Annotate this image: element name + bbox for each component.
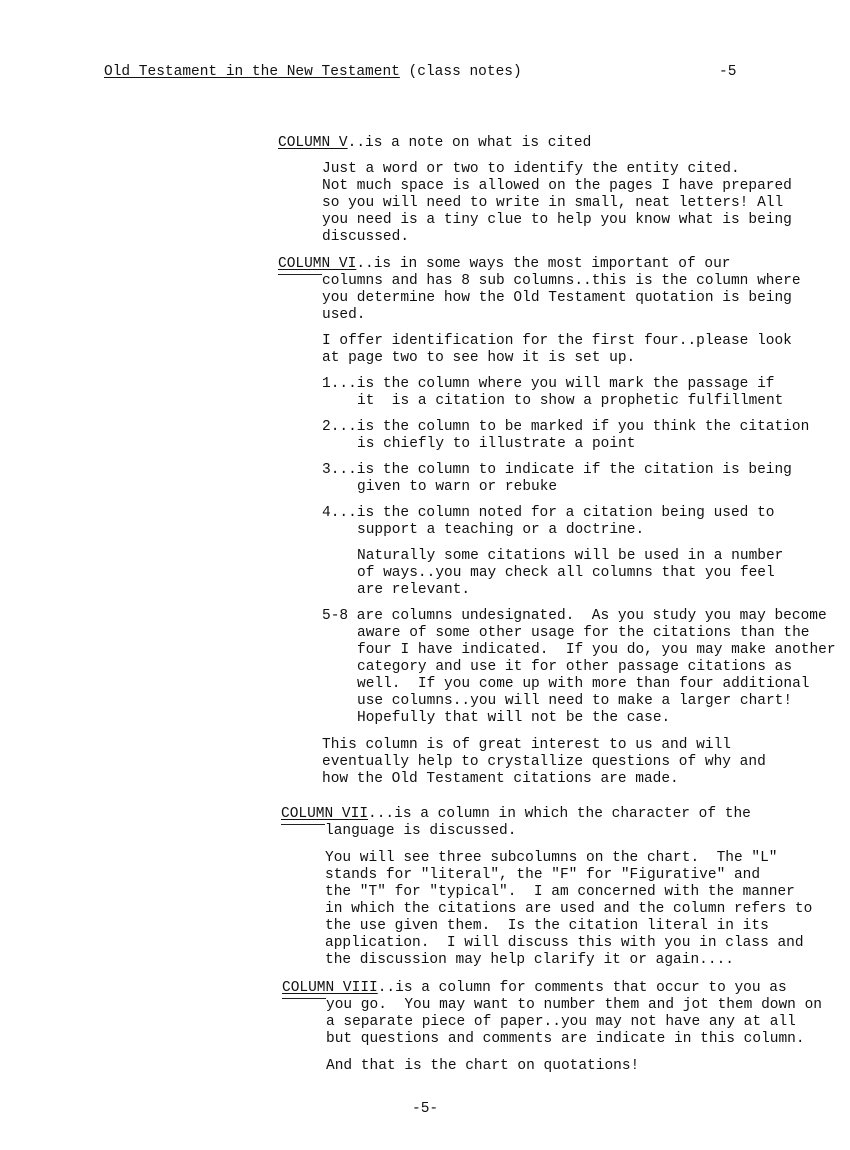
column-vi-first: ..is in some ways the most important of our [356,256,731,272]
item-5-8-line: category and use it for other passage citations as [357,659,793,675]
header-title: Old Testament in the New Testament [104,64,400,80]
item-5-8-line: use columns..you will need to make a larger chart! [357,693,793,709]
item-5-8-line: Hopefully that will not be the case. [357,710,671,726]
column-vi-closing-line: how the Old Testament citations are made. [322,771,679,787]
item-5-8-line: well. If you come up with more than four additional [357,676,810,692]
column-vi-closing-line: eventually help to crystallize questions of why and [322,754,766,770]
note-line: are relevant. [357,582,471,598]
item-1-line: 1...is the column where you will mark the passage if [322,376,775,392]
column-viii-cont-line: you go. You may want to number them and jot them down on [326,997,822,1013]
column-viii-first: ..is a column for comments that occur to you as [377,980,787,996]
column-viii-heading: COLUMN VIII [282,980,378,996]
column-vii-para-line: stands for "literal", the "F" for "Figurative" and [325,867,761,883]
item-2-line: 2...is the column to be marked if you think the citation [322,419,810,435]
column-vii-para-line: application. I will discuss this with you in class and [325,935,804,951]
column-vi-closing-line: This column is of great interest to us and will [322,737,731,753]
column-vi-heading: COLUMN VI [278,256,357,272]
column-v-para-line: discussed. [322,229,410,245]
item-3-line: given to warn or rebuke [357,479,558,495]
column-v-para-line: so you will need to write in small, neat letters! All [322,195,784,211]
column-vii-para-line: the discussion may help clarify it or again.... [325,952,734,968]
column-vii-first: ...is a column in which the character of the [368,806,751,822]
note-line: of ways..you may check all columns that you feel [357,565,775,581]
column-viii-cont-line: a separate piece of paper..you may not have any at all [326,1014,796,1030]
footer-folio: -5- [412,1101,439,1117]
column-vi-cont-line: you determine how the Old Testament quotation is being [322,290,792,306]
column-vii-heading: COLUMN VII [281,806,369,822]
column-vii-cont-line: language is discussed. [325,823,517,839]
column-vii-heading-line [281,806,751,823]
column-v-intro: ..is a note on what is cited [347,135,592,151]
column-viii-cont-line: but questions and comments are indicate in this column. [326,1031,805,1047]
column-v-para-line: you need is a tiny clue to help you know what is being [322,212,792,228]
running-header [104,64,522,81]
column-vi-intro-line: at page two to see how it is set up. [322,350,636,366]
note-line: Naturally some citations will be used in a number [357,548,784,564]
column-vii-para-line: the use given them. Is the citation literal in its [325,918,769,934]
column-v-para-line: Just a word or two to identify the entity cited. [322,161,740,177]
column-v-heading-line [278,135,591,152]
column-vii-para-line: in which the citations are used and the column refers to [325,901,813,917]
column-vi-cont-line: columns and has 8 sub columns..this is the column where [322,273,801,289]
item-4-line: 4...is the column noted for a citation being used to [322,505,775,521]
column-viii-final-line: And that is the chart on quotations! [326,1058,640,1074]
column-vii-para-line: the "T" for "typical". I am concerned with the manner [325,884,795,900]
header-page-number: -5 [719,64,737,80]
item-2-line: is chiefly to illustrate a point [357,436,636,452]
column-vii-rule [281,824,325,825]
item-1-line: it is a citation to show a prophetic fulfillment [357,393,784,409]
column-vi-intro-line: I offer identification for the first four..please look [322,333,792,349]
header-subtitle: (class notes) [399,64,522,80]
item-5-8-line: aware of some other usage for the citations than the [357,625,810,641]
column-vi-cont-line: used. [322,307,366,323]
column-v-heading: COLUMN V [278,135,348,151]
item-4-line: support a teaching or a doctrine. [357,522,645,538]
item-5-8-line: 5-8 are columns undesignated. As you study you may become [322,608,827,624]
column-vi-heading-line [278,256,731,273]
item-5-8-line: four I have indicated. If you do, you may make another [357,642,836,658]
column-vii-para-line: You will see three subcolumns on the chart. The "L" [325,850,778,866]
item-3-line: 3...is the column to indicate if the citation is being [322,462,792,478]
column-vi-rule [278,274,322,275]
column-v-para-line: Not much space is allowed on the pages I have prepared [322,178,792,194]
column-viii-rule [282,998,326,999]
column-viii-heading-line [282,980,787,997]
